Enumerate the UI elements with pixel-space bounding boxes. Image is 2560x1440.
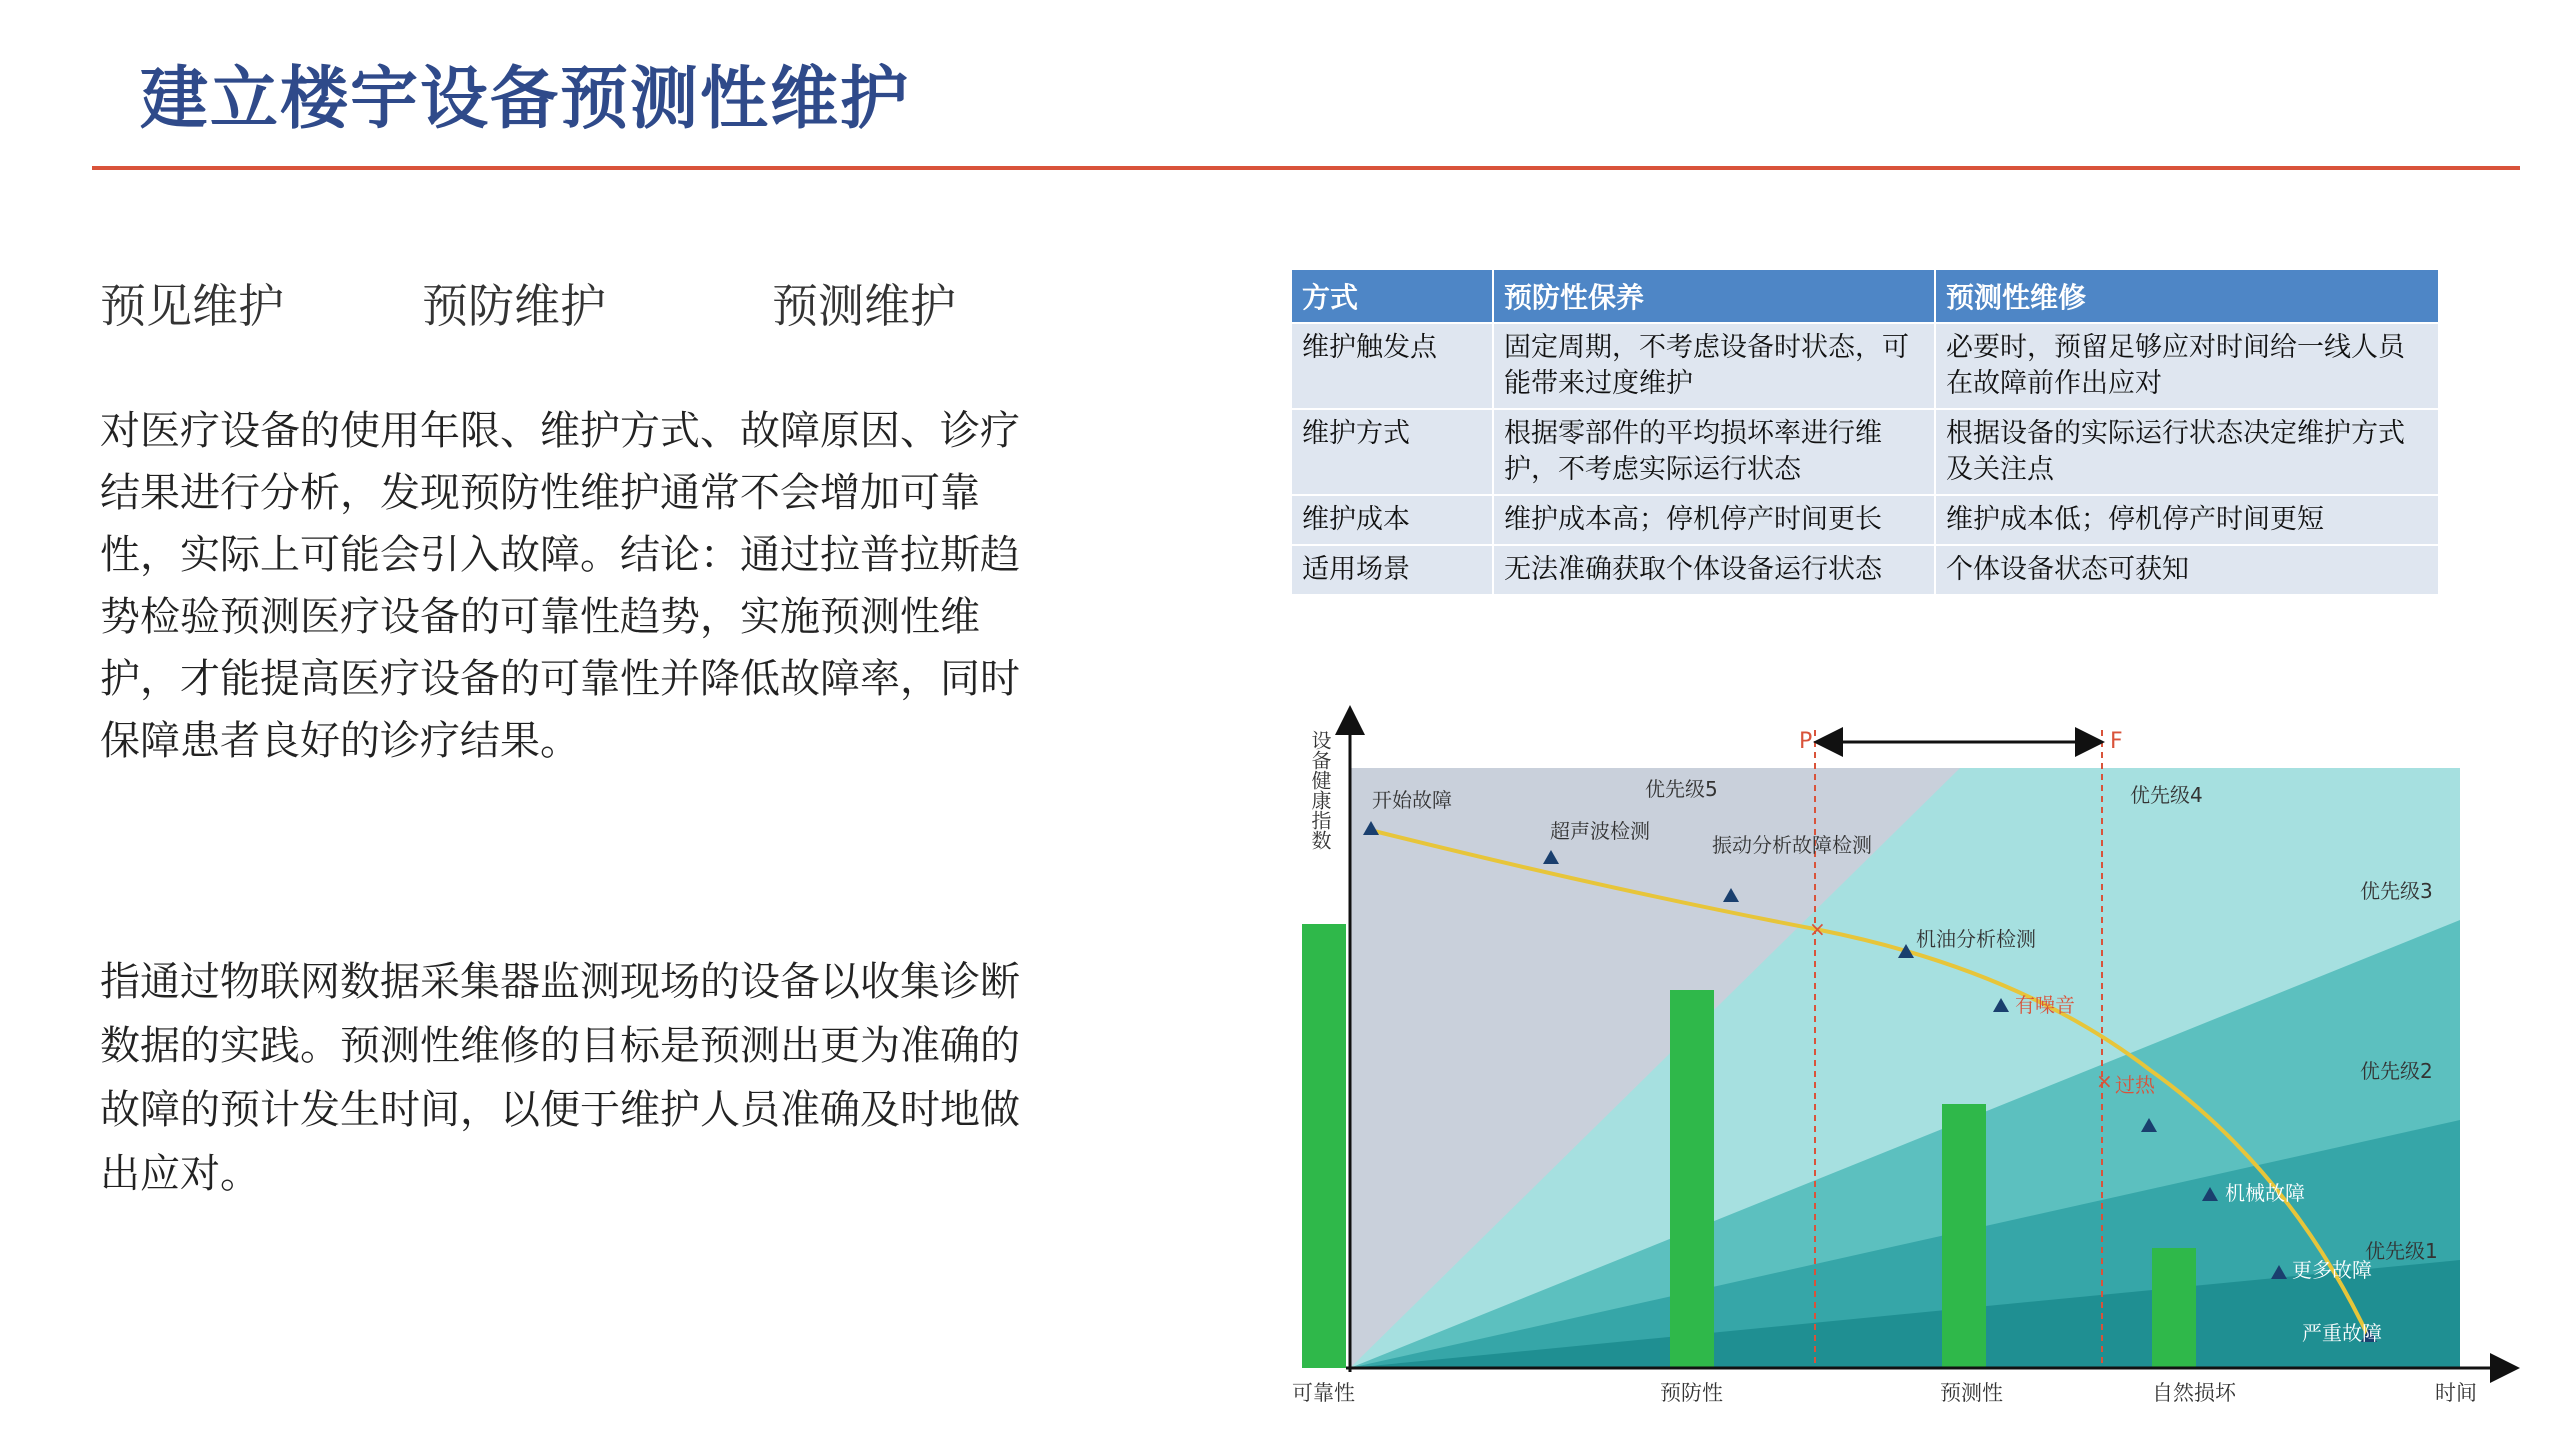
p-label: P <box>1799 729 1813 754</box>
curve-label-vibration-text: 振动分析故障检测 <box>1712 833 1872 857</box>
type-foresight: 预见维护 <box>100 279 284 333</box>
curve-label-severe: 严重故障 <box>2302 1321 2382 1345</box>
table-row <box>1292 496 2438 544</box>
y-axis-label: 设备健康指数 <box>1308 730 1332 850</box>
page-title: 建立楼宇设备预测性维护 <box>140 60 911 139</box>
type-preventive: 预防维护 <box>422 279 606 333</box>
row-predictive: 个体设备状态可获知 <box>1936 546 2438 594</box>
priority-1-label: 优先级1 <box>2365 1239 2438 1263</box>
bar-predictive <box>1942 1104 1986 1368</box>
curve-label-ultrasonic: 超声波检测 <box>1550 819 1650 843</box>
row-predictive: 维护成本低；停机停产时间更短 <box>1936 496 2438 544</box>
pf-curve-diagram <box>1280 700 2530 1420</box>
bar-label-predictive: 预测性 <box>1940 1381 2003 1405</box>
curve-label-more-failures: 更多故障 <box>2292 1258 2372 1282</box>
maintenance-types <box>100 270 1000 333</box>
analysis-paragraph: 对医疗设备的使用年限、维护方式、故障原因、诊疗结果进行分析，发现预防性维护通常不会增加可靠性，实际上可能会引入故障。结论：通过拉普拉斯趋势检验预测医疗设备的可靠性趋势，实施预测性维护，才能提高医疗设备的可靠性并降低故障率，同时保障患者良好的诊疗结果。 <box>100 408 1020 764</box>
comparison-table <box>1290 268 2440 596</box>
header-method: 方式 <box>1292 270 1492 322</box>
row-key: 维护方式 <box>1292 410 1492 494</box>
type-predictive: 预测维护 <box>772 279 956 333</box>
row-predictive: 根据设备的实际运行状态决定维护方式及关注点 <box>1936 410 2438 494</box>
curve-label-overheat: 过热 <box>2115 1073 2155 1097</box>
table-header-row <box>1292 270 2438 322</box>
row-preventive: 根据零部件的平均损坏率进行维护，不考虑实际运行状态 <box>1494 410 1934 494</box>
header-preventive: 预防性保养 <box>1494 270 1934 322</box>
curve-label-oil: 机油分析检测 <box>1916 927 2036 951</box>
priority-4-label: 优先级4 <box>2130 783 2203 807</box>
x-axis-label: 时间 <box>2435 1381 2477 1405</box>
header-predictive: 预测性维修 <box>1936 270 2438 322</box>
row-key: 维护触发点 <box>1292 324 1492 408</box>
curve-label-mechanical: 机械故障 <box>2225 1181 2305 1205</box>
row-preventive: 固定周期，不考虑设备时状态，可能带来过度维护 <box>1494 324 1934 408</box>
bar-natural <box>2152 1248 2196 1368</box>
f-label: F <box>2110 729 2123 754</box>
row-preventive: 无法准确获取个体设备运行状态 <box>1494 546 1934 594</box>
bar-reliability <box>1302 924 1346 1368</box>
table-row <box>1292 324 2438 408</box>
row-predictive: 必要时，预留足够应对时间给一线人员在故障前作出应对 <box>1936 324 2438 408</box>
bar-label-reliability: 可靠性 <box>1292 1381 1355 1405</box>
priority-5-label: 优先级5 <box>1645 777 1718 801</box>
p-point-marker: × <box>1809 917 1826 941</box>
row-key: 适用场景 <box>1292 546 1492 594</box>
table-row <box>1292 410 2438 494</box>
table-row <box>1292 546 2438 594</box>
priority-3-label: 优先级3 <box>2360 879 2433 903</box>
bar-label-preventive: 预防性 <box>1660 1381 1723 1405</box>
bar-preventive <box>1670 990 1714 1368</box>
bar-label-natural: 自然损坏 <box>2152 1381 2236 1405</box>
f-point-marker: × <box>2096 1069 2113 1093</box>
curve-label-noise: 有噪音 <box>2015 993 2075 1017</box>
curve-label-vibration <box>1712 833 1872 857</box>
definition-paragraph: 指通过物联网数据采集器监测现场的设备以收集诊断数据的实践。预测性维修的目标是预测出更为准确的故障的预计发生时间，以便于维护人员准确及时地做出应对。 <box>100 959 1020 1197</box>
priority-2-label: 优先级2 <box>2360 1059 2433 1083</box>
row-preventive: 维护成本高；停机停产时间更长 <box>1494 496 1934 544</box>
curve-label-start-failure: 开始故障 <box>1372 788 1452 812</box>
title-divider <box>92 166 2520 170</box>
row-key: 维护成本 <box>1292 496 1492 544</box>
